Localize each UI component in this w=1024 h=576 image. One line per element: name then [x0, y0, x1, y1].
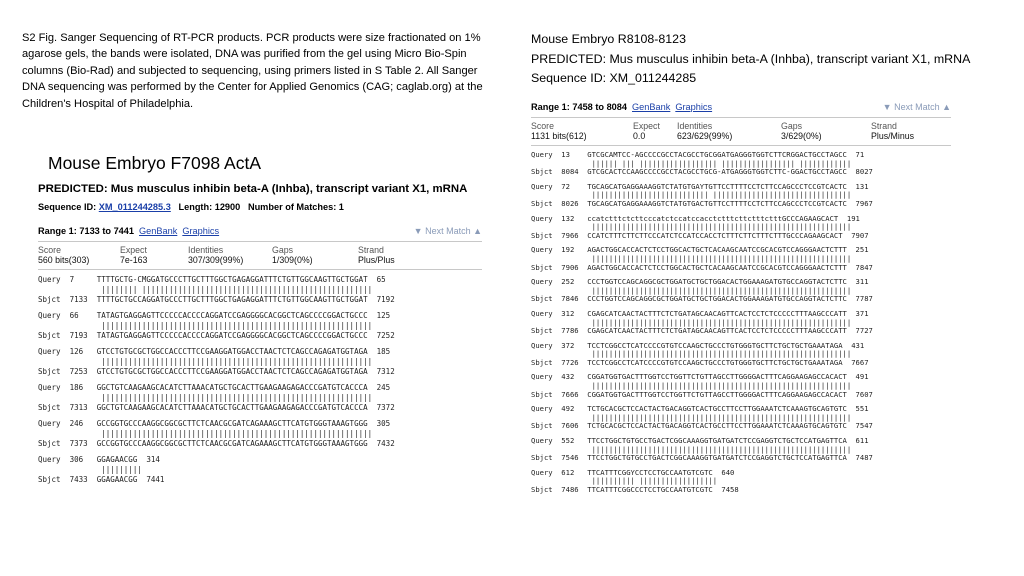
match-line: |||||||||||||||||||||||||||||||||||||||||||||||||||||||||||| — [38, 321, 373, 330]
match-line: |||||||||||||||||||||||||||||||||||||||||||||||||||||||||||| — [531, 349, 852, 359]
right-range-bar — [531, 102, 951, 112]
alignment-block — [38, 275, 482, 305]
graphics-link[interactable]: Graphics — [675, 102, 713, 112]
match-line: |||||| ||| |||||||||||||||||| ||||||||||||||||| |||||||||||| — [531, 158, 852, 168]
match-line: |||||||||||||||||||||||||||||||||||||||||||||||||||||||||||| — [531, 412, 852, 422]
alignment-block — [38, 347, 482, 377]
alignment-block — [38, 311, 482, 341]
sequence-id-link[interactable]: XM_011244285.3 — [98, 202, 171, 212]
left-alignment — [38, 275, 482, 485]
match-line: |||||||||||||||||||||||||||||||||||||||||||||||||||||||||||| — [531, 222, 852, 232]
alignment-block — [38, 419, 482, 449]
right-panel-title — [531, 30, 1011, 89]
alignment-block — [531, 215, 951, 241]
match-line: |||||||||||||||||||||||||||||||||||||||||||||||||||||||||||| — [531, 253, 852, 263]
stat-strand: Plus/Minus — [871, 131, 915, 141]
alignment-block — [531, 405, 951, 431]
query-line: Query 312 CGAGCATCAACTACTTTCTCTGATAGCAACAGTTCACTCCTCTCCCCCTTTAAGCCCATT 371 — [531, 308, 869, 318]
subject-line: Sbjct 7906 AGACTGGCACCACTCTCCTGGCACTGCTCACAAGCAATCCGCACGTCCAGGGAACTCTTT 7847 — [531, 262, 873, 272]
subject-line: Sbjct 7133 TTTTGCTGCCAGGATGCCCTTGCTTTGGCTGAGAGGATTTCTGTTGGCAAGTTGCTGGAT 7192 — [38, 295, 395, 304]
alignment-block — [531, 373, 951, 399]
subject-line: Sbjct 8026 TGCAGCATGAGGAAAGGTCTATGTGACTGTTCCTTTTCCTCTTCCAGCCCTCCGTCACTC 7967 — [531, 198, 873, 208]
alignment-block — [531, 278, 951, 304]
stat-header-gaps: Gaps — [272, 245, 294, 255]
alignment-block — [531, 437, 951, 463]
stat-header-strand: Strand — [358, 245, 384, 255]
match-line: |||||||||||||||||||||||||||||||||||||||||||||||||||||||||||| — [531, 285, 852, 295]
left-blast-result — [38, 183, 482, 491]
divider — [38, 269, 482, 270]
alignment-block — [531, 183, 951, 209]
alignment-block — [531, 310, 951, 336]
match-line: |||||||||| |||||||||||||||||| — [531, 476, 718, 486]
stat-expect: 7e-163 — [120, 255, 148, 265]
next-match-link[interactable]: ▼ Next Match ▲ — [413, 226, 482, 236]
query-line: Query 186 GGCTGTCAAGAAGCACATCTTAAACATGCTGCACTTGAAGAAGAGACCCGATGTCACCCA 245 — [38, 383, 391, 392]
query-line: Query 432 CGGATGGTGACTTTGGTCCTGGTTCTGTTAGCCTTGGGGACTTTCAGGAAGAGCCACACT 491 — [531, 372, 869, 382]
stat-identities: 623/629(99%) — [677, 131, 733, 141]
figure-caption: S2 Fig. Sanger Sequencing of RT-PCR products. PCR products were size fractionated on 1% agarose gels, the bands were isolated, DNA was purified from the gel using Micro Bio-Spin columns (Bio-Rad) and subjected to sequencing, using primers listed in S Table 2. All Sanger DNA sequencing was performed by the Center for Applied Genomics (CAG; caglab.org) at the Children's Hospital of Philadelphia. — [22, 32, 483, 110]
alignment-block — [38, 383, 482, 413]
subject-line: Sbjct 7726 TCCTCGGCCTCATCCCCGTGTCCAAGCTGCCCTGTGGGTGCTTCTGCTGCTGAAATAGA 7667 — [531, 357, 869, 367]
stat-header-strand: Strand — [871, 121, 897, 131]
alignment-block — [531, 469, 951, 495]
subject-line: Sbjct 7253 GTCCTGTGCGCTGGCCACCCTTCCGAAGGATGGACCTAACTCTCAGCCAGAGATGGTAGA 7312 — [38, 367, 395, 376]
query-line: Query 7 TTTTGCTG-CMGGATGCCCTTGCTTTGGCTGAGAGGATTTCTGTTGGCAAGTTGCTGGAT 65 — [38, 275, 386, 284]
query-line: Query 612 TTCATTTCGGYCCTCCTGCCAATGTCGTC 640 — [531, 467, 735, 477]
stat-expect: 0.0 — [633, 131, 646, 141]
divider — [531, 145, 951, 146]
match-line: |||||||||||||||||||||||||||||||||||||||||||||||||||||||||||| — [531, 444, 852, 454]
divider — [38, 241, 482, 242]
subject-line: Sbjct 7546 TTCCTGGCTGTGCCTGACTCGGCAAAGGTGATGATCTCCGAGGTCTGCTCCATGAGTTCA 7487 — [531, 453, 873, 463]
alignment-block — [531, 151, 951, 177]
divider — [531, 117, 951, 118]
query-line: Query 492 TCTGCACGCTCCACTACTGACAGGTCACTGCCTTCCTTGGAAATCTCAAAGTGCAGTGTC 551 — [531, 404, 869, 414]
match-line: |||||||||||||||||||||||||||||||||||||||||||||||||||||||||||| — [531, 381, 852, 391]
right-sample-label: Mouse Embryo R8108-8123 — [531, 32, 686, 46]
subject-line: Sbjct 7786 CGAGCATCAACTACTTTCTCTGATAGCAACAGTTCACTCCTCTCCCCCTTTAAGCCCATT 7727 — [531, 326, 873, 336]
match-line: |||||||||||||||||||||||||||||||||||||||||||||||||||||||||||| — [531, 317, 852, 327]
subject-line: Sbjct 8084 GTCGCACTCCAAGCCCCGCCTACGCCTGCG-ATGAGGGTGGTCTTC-GGACTGCCTAGCC 8027 — [531, 167, 873, 177]
stat-gaps: 1/309(0%) — [272, 255, 313, 265]
stat-strand: Plus/Plus — [358, 255, 395, 265]
sequence-id-label: Sequence ID: — [38, 202, 97, 212]
left-stats-table — [38, 245, 482, 265]
stat-header-expect: Expect — [120, 245, 147, 255]
subject-line: Sbjct 7486 TTCATTTCGGCCCTCCTGCCAATGTCGTC 7458 — [531, 485, 739, 494]
right-stats-table — [531, 121, 951, 141]
subject-line: Sbjct 7433 GGAGAACGG 7441 — [38, 475, 165, 484]
query-line: Query 13 GTCGCAMTCC-AGCCCCGCCTACGCCTGCGGATGAGGGTGGTCTTCRGGACTGCCTAGCC 71 — [531, 150, 865, 159]
right-alignment — [531, 151, 951, 495]
left-range-bar — [38, 226, 482, 236]
subject-line: Sbjct 7606 TCTGCACGCTCCACTACTGACAGGTCACTGCCTTCCTTGGAAATCTCAAAGTGCAGTGTC 7547 — [531, 421, 873, 431]
stat-header-identities: Identities — [677, 121, 713, 131]
left-predicted-title: PREDICTED: Mus musculus inhibin beta-A (Inhba), transcript variant X1, mRNA — [38, 183, 468, 195]
match-line: |||||||||||||||||||||||||||||||||||||||||||||||||||||||||||| — [38, 393, 373, 402]
stat-score: 560 bits(303) — [38, 255, 90, 265]
sequence-length: Length: 12900 — [178, 202, 241, 212]
query-line: Query 252 CCCTGGTCCAGCAGGCGCTGGATGCTGCTGGACACTGGAAAGATGTGCCAGGTACTCTTC 311 — [531, 277, 869, 287]
graphics-link[interactable]: Graphics — [182, 226, 220, 236]
query-line: Query 306 GGAGAACGG 314 — [38, 455, 160, 464]
stat-header-score: Score — [38, 245, 61, 255]
range-label: Range 1: 7458 to 8084 — [531, 102, 628, 112]
query-line: Query 372 TCCTCGGCCTCATCCCCGTGTCCAAGCTGCCCTGTGGGTGCTTCTGCTGCTGAAATAGA 431 — [531, 340, 865, 350]
query-line: Query 132 ccatctttctcttcccatctccatccacctctttcttctttctttGCCCAGAAGCACT 191 — [531, 213, 860, 223]
query-line: Query 66 TATAGTGAGGAGTTCCCCCACCCCAGGATCCGAGGGGCACGGCTCAGCCCCGGACTGCCC 125 — [38, 311, 391, 320]
query-line: Query 72 TGCAGCATGAGGAAAGGTCTATGTGAYTGTTCCTTTTCCTCTTCCAGCCCTCCGTCACTC 131 — [531, 181, 869, 191]
stat-header-gaps: Gaps — [781, 121, 803, 131]
genbank-link[interactable]: GenBank — [139, 226, 178, 236]
stat-header-expect: Expect — [633, 121, 660, 131]
alignment-block — [531, 342, 951, 368]
left-sequence-info — [38, 202, 482, 212]
subject-line: Sbjct 7313 GGCTGTCAAGAAGCACATCTTAAACATGCTGCACTTGAAGAAGAGACCCGATGTCACCCA 7372 — [38, 403, 395, 412]
right-predicted-description: PREDICTED: Mus musculus inhibin beta-A (Inhba), transcript variant X1, mRNA Sequence ID: XM_011244285 — [531, 51, 970, 85]
subject-line: Sbjct 7193 TATAGTGAGGAGTTCCCCCACCCCAGGATCCGAGGGGCACGGCTCAGCCCCGGACTGCCC 7252 — [38, 331, 395, 340]
stat-header-score: Score — [531, 121, 554, 131]
match-line: ||||||||||||||||||||||||||| |||||||||||||||||||||||||||||||| — [531, 190, 852, 200]
stat-identities: 307/309(99%) — [188, 255, 244, 265]
match-line: |||||||||||||||||||||||||||||||||||||||||||||||||||||||||||| — [38, 429, 373, 438]
match-line: |||||||||||||||||||||||||||||||||||||||||||||||||||||||||||| — [38, 357, 373, 366]
query-line: Query 246 GCCGGTGCCCAAGGCGGCGCTTCTCAACGCGATCAGAAAGCTTCATGTGGGTAAAGTGGG 305 — [38, 419, 391, 428]
stat-header-identities: Identities — [188, 245, 224, 255]
subject-line: Sbjct 7666 CGGATGGTGACTTTGGTCCTGGTTCTGTTAGCCTTGGGGACTTTCAGGAAGAGCCACACT 7607 — [531, 389, 873, 399]
right-blast-result — [531, 102, 951, 501]
stat-score: 1131 bits(612) — [531, 131, 587, 141]
stat-gaps: 3/629(0%) — [781, 131, 822, 141]
subject-line: Sbjct 7846 CCCTGGTCCAGCAGGCGCTGGATGCTGCTGGACACTGGAAAGATGTGCCAGGTACTCTTC 7787 — [531, 294, 873, 304]
subject-line: Sbjct 7373 GCCGGTGCCCAAGGCGGCGCTTCTCAACGCGATCAGAAAGCTTCATGTGGGTAAAGTGGG 7432 — [38, 439, 395, 448]
alignment-block — [531, 246, 951, 272]
match-line: ||||||||| — [38, 465, 142, 474]
match-line: |||||||| ||||||||||||||||||||||||||||||||||||||||||||||||||| — [38, 285, 373, 294]
query-line: Query 126 GTCCTGTGCGCTGGCCACCCTTCCGAAGGATGGACCTAACTCTCAGCCAGAGATGGTAGA 185 — [38, 347, 391, 356]
number-of-matches: Number of Matches: 1 — [247, 202, 344, 212]
query-line: Query 552 TTCCTGGCTGTGCCTGACTCGGCAAAGGTGATGATCTCCGAGGTCTGCTCCATGAGTTCA 611 — [531, 436, 869, 446]
left-panel-heading: Mouse Embryo F7098 ActA — [48, 153, 262, 173]
alignment-block — [38, 455, 482, 485]
range-label: Range 1: 7133 to 7441 — [38, 226, 135, 236]
subject-line: Sbjct 7966 CCATCTTTCTTCTTCCCATCTCCATCCACCTCTTTCTTCTTTCTTTGCCCAGAAGCACT 7907 — [531, 230, 869, 240]
genbank-link[interactable]: GenBank — [632, 102, 671, 112]
query-line: Query 192 AGACTGGCACCACTCTCCTGGCACTGCTCACAAGCAATCCGCACGTCCAGGGAACTCTTT 251 — [531, 245, 869, 255]
next-match-link[interactable]: ▼ Next Match ▲ — [882, 102, 951, 112]
